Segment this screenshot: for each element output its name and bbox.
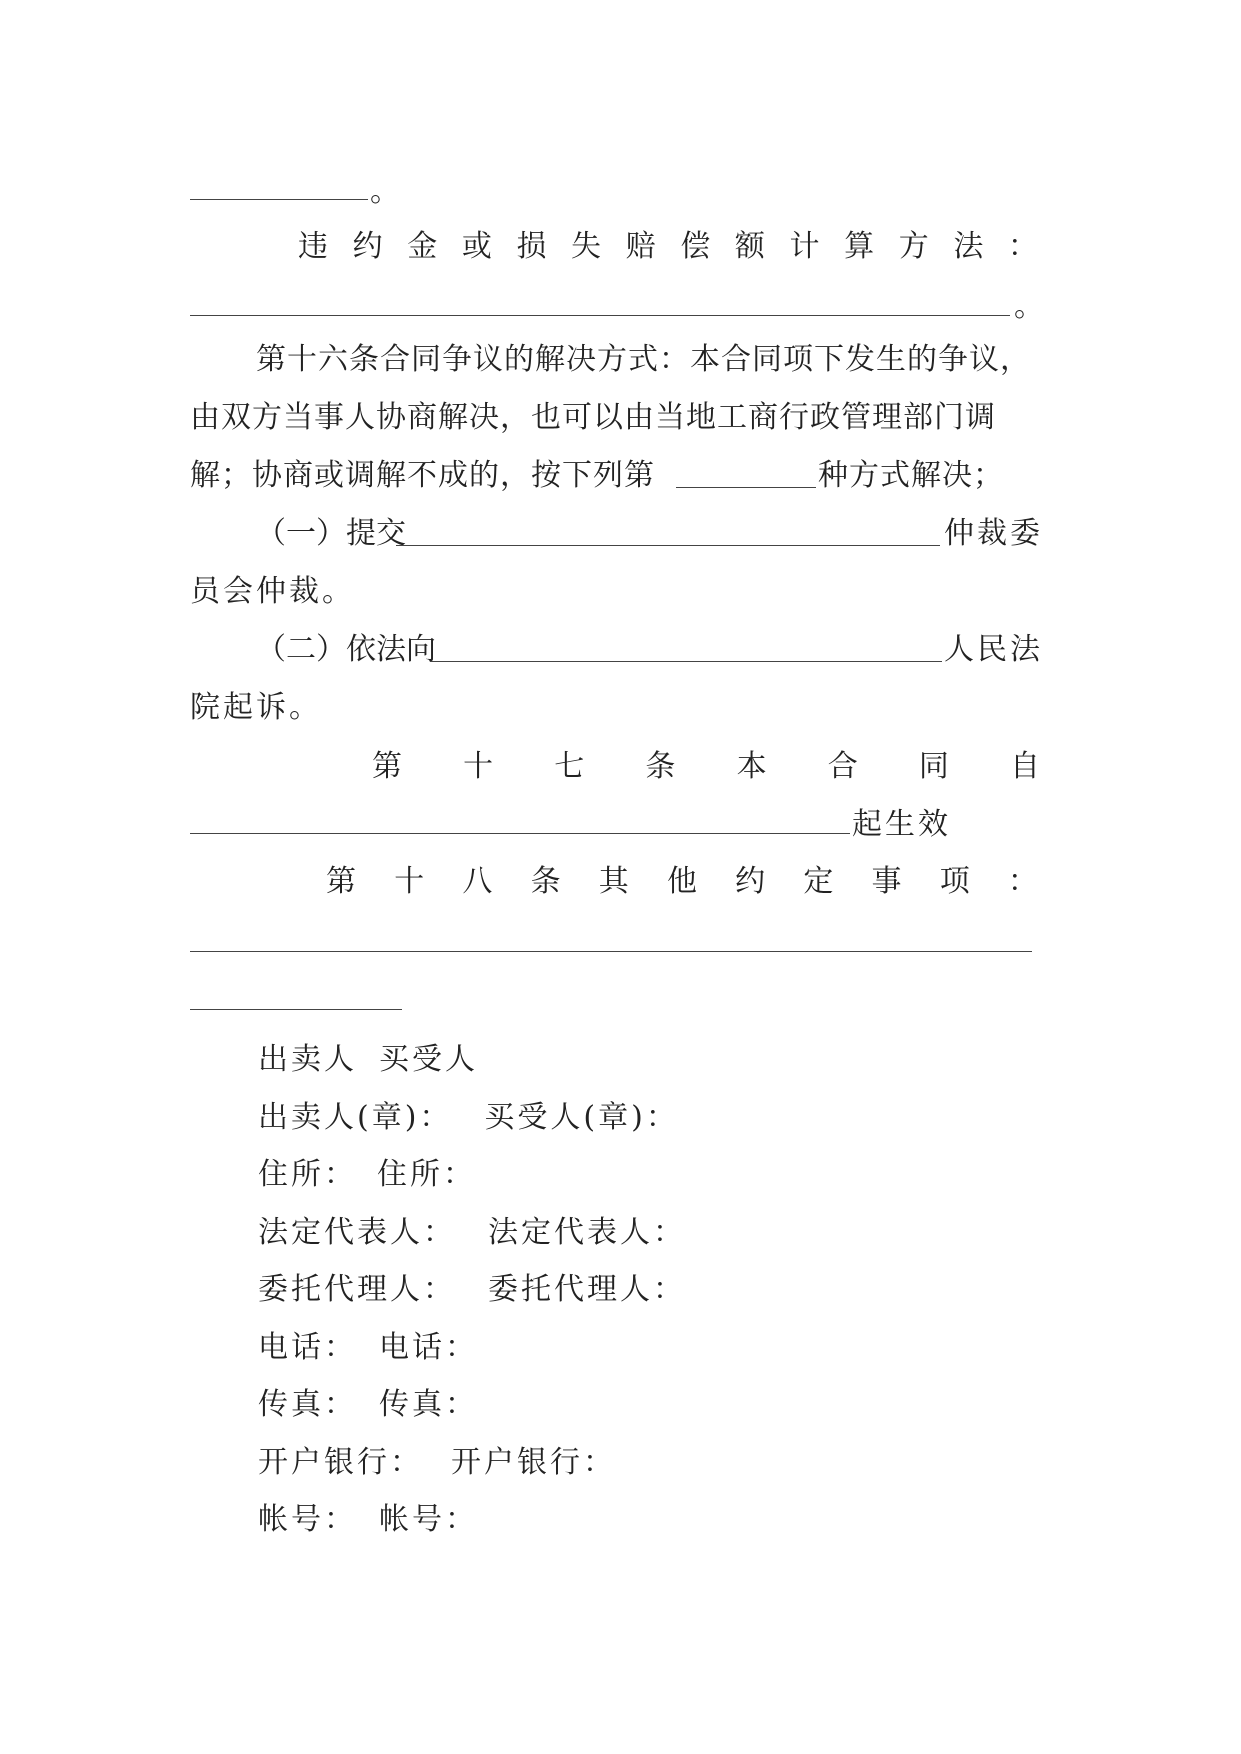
seller-field-label: 传真：: [258, 1387, 357, 1422]
article-char: 合: [827, 749, 858, 784]
line-end-mark: 。: [370, 174, 403, 209]
signature-row: [258, 1213, 686, 1253]
buyer-field-label: 买受人(章)：: [484, 1100, 679, 1135]
article-17-text: 起生效: [852, 807, 951, 842]
blank-line: [190, 199, 368, 200]
article-char: 七: [554, 749, 585, 784]
option-2-text: 院起诉。: [190, 690, 322, 725]
label-char: 额: [734, 229, 765, 264]
label-char: 十: [394, 864, 425, 899]
signature-row: [258, 1040, 478, 1080]
signature-row: [258, 1155, 476, 1195]
seller-field-label: 帐号：: [258, 1502, 357, 1537]
label-char: ：: [1007, 864, 1038, 899]
article-16-text: 第十六条合同争议的解决方式：本合同项下发生的争议，: [256, 342, 1031, 377]
seller-field-label: 委托代理人：: [258, 1272, 456, 1307]
seller-field-label: 出卖人(章)：: [258, 1100, 453, 1135]
option-1-text: （一）提交: [256, 516, 406, 551]
article-18-label: [326, 862, 1038, 902]
article-char: 第: [372, 749, 402, 784]
label-char: 约: [735, 864, 766, 899]
buyer-field-label: 买受人: [379, 1042, 478, 1077]
article-char: 同: [918, 749, 949, 784]
label-char: 金: [407, 229, 438, 264]
signature-row: [258, 1443, 616, 1483]
label-char: 项: [939, 864, 970, 899]
article-char: 自: [1009, 749, 1040, 784]
signature-row: [258, 1098, 679, 1138]
buyer-field-label: 法定代表人：: [488, 1215, 686, 1250]
label-char: 损: [516, 229, 547, 264]
option-2-text: 人民法: [944, 632, 1043, 667]
option-1-text: 仲裁委: [944, 516, 1043, 551]
label-char: 他: [666, 864, 697, 899]
blank-line: [190, 1009, 402, 1010]
article-17-text: [372, 747, 1040, 787]
label-char: 失: [571, 229, 602, 264]
seller-field-label: 电话：: [258, 1330, 357, 1365]
option-1-text: 员会仲裁。: [190, 574, 355, 609]
signature-row: [258, 1270, 686, 1310]
seller-field-label: 住所：: [258, 1157, 357, 1192]
label-char: 法: [953, 229, 984, 264]
label-char: 偿: [680, 229, 711, 264]
buyer-field-label: 传真：: [379, 1387, 478, 1422]
signature-row: [258, 1385, 478, 1425]
buyer-field-label: 住所：: [377, 1157, 476, 1192]
label-char: 定: [803, 864, 834, 899]
article-16-text: 种方式解决；: [818, 458, 1004, 493]
label-char: 其: [598, 864, 629, 899]
label-char: ：: [1007, 229, 1038, 264]
label-char: 计: [789, 229, 820, 264]
buyer-field-label: 开户银行：: [451, 1445, 616, 1480]
label-char: 违: [298, 229, 328, 264]
blank-line: [676, 487, 816, 488]
blank-line: [430, 661, 942, 662]
buyer-field-label: 帐号：: [379, 1502, 478, 1537]
line-end-mark: 。: [1014, 289, 1047, 324]
article-char: 十: [463, 749, 494, 784]
signature-row: [258, 1500, 478, 1540]
blank-line: [190, 315, 1010, 316]
article-char: 本: [736, 749, 767, 784]
blank-line: [396, 545, 940, 546]
buyer-field-label: 委托代理人：: [488, 1272, 686, 1307]
label-char: 算: [844, 229, 875, 264]
blank-line: [190, 833, 850, 834]
article-16-text: 解；协商或调解不成的，按下列第: [190, 458, 655, 493]
label-char: 八: [462, 864, 493, 899]
buyer-field-label: 电话：: [379, 1330, 478, 1365]
seller-field-label: 出卖人: [258, 1042, 357, 1077]
blank-line: [190, 951, 1032, 952]
label-char: 约: [352, 229, 383, 264]
penalty-method-label: [298, 227, 1038, 267]
option-2-text: （二）依法向: [256, 632, 436, 667]
label-char: 方: [898, 229, 929, 264]
article-char: 条: [645, 749, 676, 784]
signature-row: [258, 1328, 478, 1368]
label-char: 或: [461, 229, 492, 264]
label-char: 第: [326, 864, 356, 899]
label-char: 条: [530, 864, 561, 899]
label-char: 事: [871, 864, 902, 899]
seller-field-label: 法定代表人：: [258, 1215, 456, 1250]
label-char: 赔: [625, 229, 656, 264]
seller-field-label: 开户银行：: [258, 1445, 423, 1480]
article-16-text: 由双方当事人协商解决，也可以由当地工商行政管理部门调: [190, 400, 996, 435]
